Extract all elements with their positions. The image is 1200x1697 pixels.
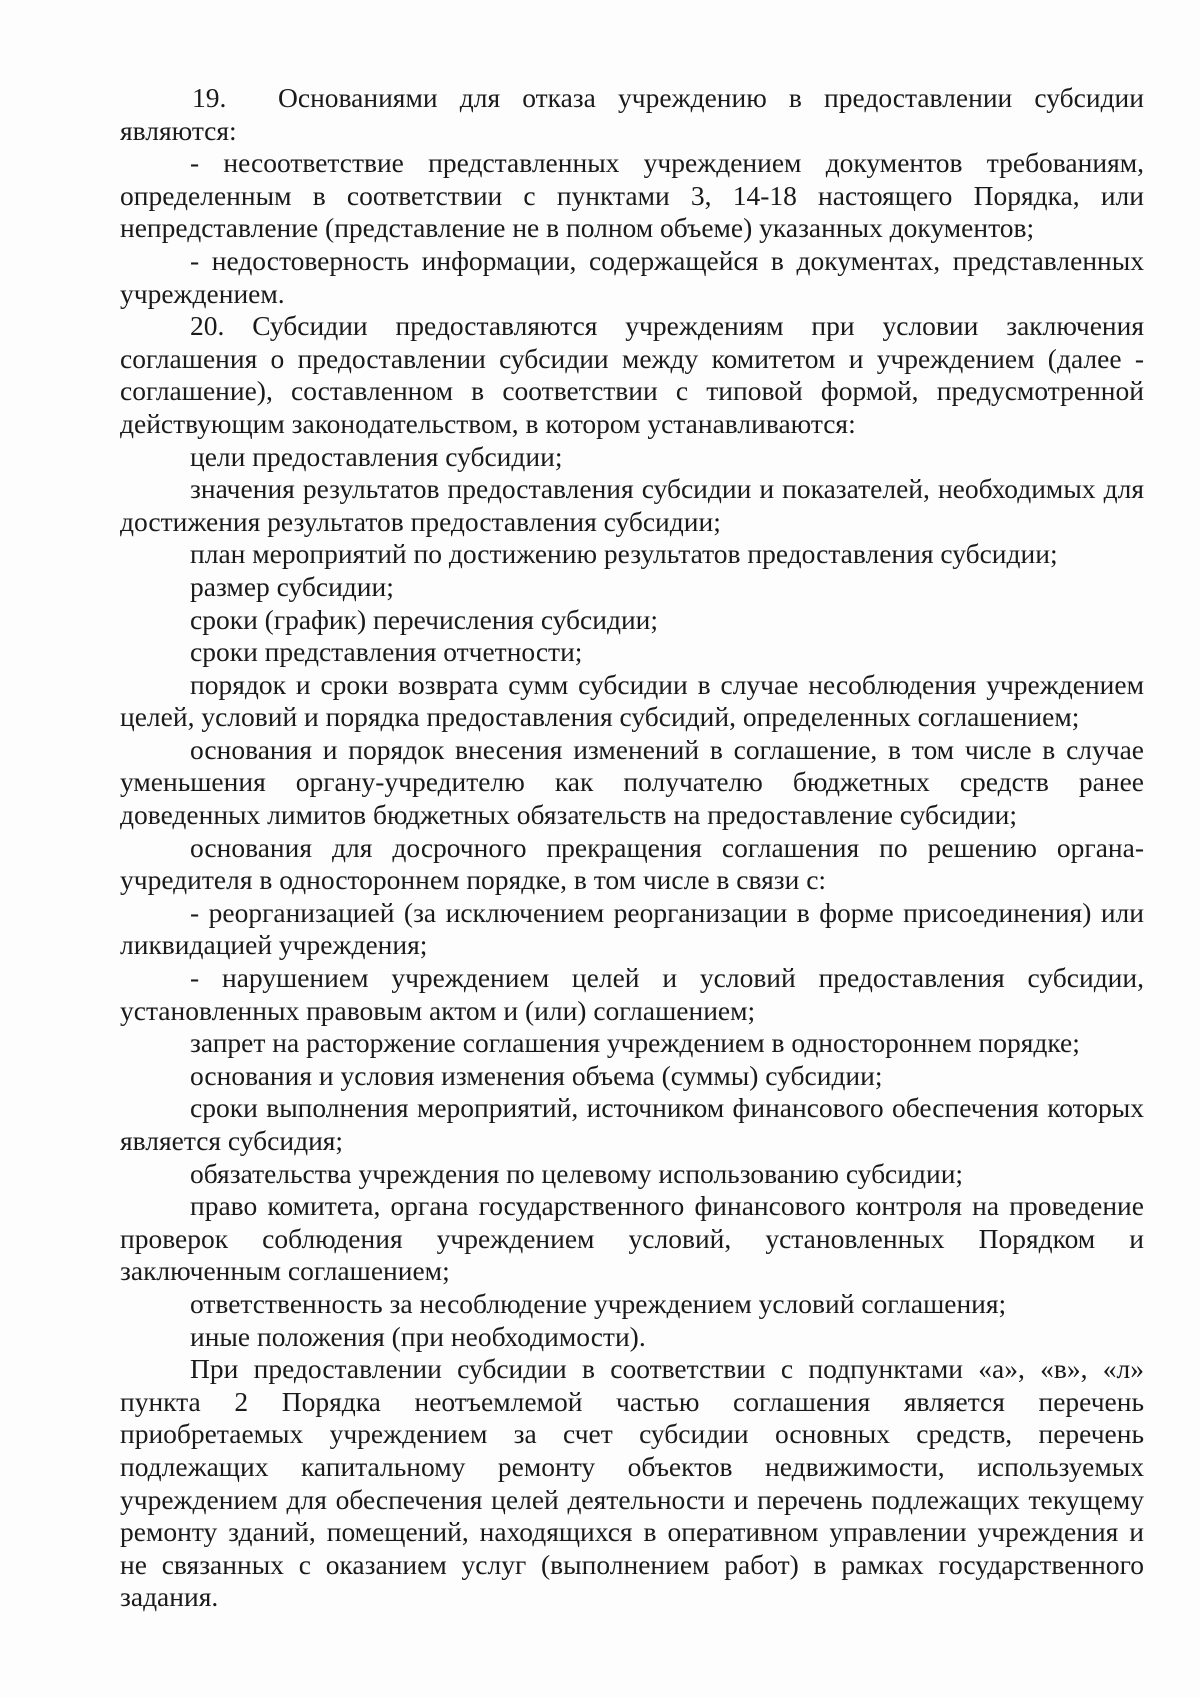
paragraph: 20. Субсидии предоставляются учреждениям при условии заключения соглашения о предоставлении субсидии между комитетом и учреждением (далее - соглашение), составленном в соответствии с типовой формой, предусмотренной действующим законодательством, в котором устанавливаются: [120, 310, 1144, 439]
paragraph: право комитета, органа государственного финансового контроля на проведение проверок соблюдения учреждением условий, установленных Порядком и заключенным соглашением; [120, 1190, 1144, 1287]
paragraph: ответственность за несоблюдение учреждением условий соглашения; [190, 1287, 1007, 1319]
document-body [120, 82, 1144, 1614]
paragraph: основания и порядок внесения изменений в соглашение, в том числе в случае уменьшения органу-учредителю как получателю бюджетных средств ранее доведенных лимитов бюджетных обязательств на предоставление субсидии; [120, 733, 1144, 831]
paragraph: сроки (график) перечисления субсидии; [190, 603, 659, 635]
paragraph: - несоответствие представленных учреждением документов требованиям, определенным в соответствии с пунктами 3, 14-18 настоящего Порядка, или непредставление (представление не в полном объеме) указанных документов; [120, 147, 1144, 244]
paragraph [120, 82, 1144, 147]
paragraph: основания для досрочного прекращения соглашения по решению органа-учредителя в одностороннем порядке, в том числе в связи с: [120, 831, 1144, 896]
paragraph: запрет на расторжение соглашения учреждением в одностороннем порядке; [190, 1027, 1080, 1059]
paragraph: - недостоверность информации, содержащейся в документах, представленных учреждением. [120, 244, 1144, 309]
paragraph-text: Основаниями для отказа учреждению в предоставлении субсидии являются: [120, 82, 1144, 146]
paragraph: иные положения (при необходимости). [190, 1320, 646, 1352]
paragraph: При предоставлении субсидии в соответствии с подпунктами «а», «в», «л» пункта 2 Порядка неотъемлемой частью соглашения является перечень приобретаемых учреждением за счет субсидии основных средств, перечень подлежащих капитальному ремонту объектов недвижимости, используемых учреждением для обеспечения целей деятельности и перечень подлежащих текущему ремонту зданий, помещений, находящихся в оперативном управлении учреждения и не связанных с оказанием услуг (выполнением работ) в рамках государственного задания. [120, 1353, 1144, 1613]
paragraph: - нарушением учреждением целей и условий предоставления субсидии, установленных правовым актом и (или) соглашением; [120, 962, 1144, 1026]
paragraph: план мероприятий по достижению результатов предоставления субсидии; [190, 538, 1058, 570]
paragraph: размер субсидии; [190, 570, 394, 602]
paragraph: значения результатов предоставления субсидии и показателей, необходимых для достижения результатов предоставления субсидии; [120, 473, 1144, 537]
paragraph: сроки выполнения мероприятий, источником финансового обеспечения которых является субсидия; [120, 1092, 1144, 1156]
paragraph: основания и условия изменения объема (суммы) субсидии; [190, 1059, 883, 1091]
paragraph: обязательства учреждения по целевому использованию субсидии; [190, 1157, 964, 1189]
paragraph: - реорганизацией (за исключением реорганизации в форме присоединения) или ликвидацией учреждения; [120, 896, 1144, 961]
paragraph: цели предоставления субсидии; [190, 440, 563, 472]
paragraph: порядок и сроки возврата сумм субсидии в случае несоблюдения учреждением целей, условий и порядка предоставления субсидий, определенных соглашением; [120, 668, 1144, 733]
paragraph-number: 19. [192, 82, 227, 113]
paragraph: сроки представления отчетности; [190, 636, 583, 668]
